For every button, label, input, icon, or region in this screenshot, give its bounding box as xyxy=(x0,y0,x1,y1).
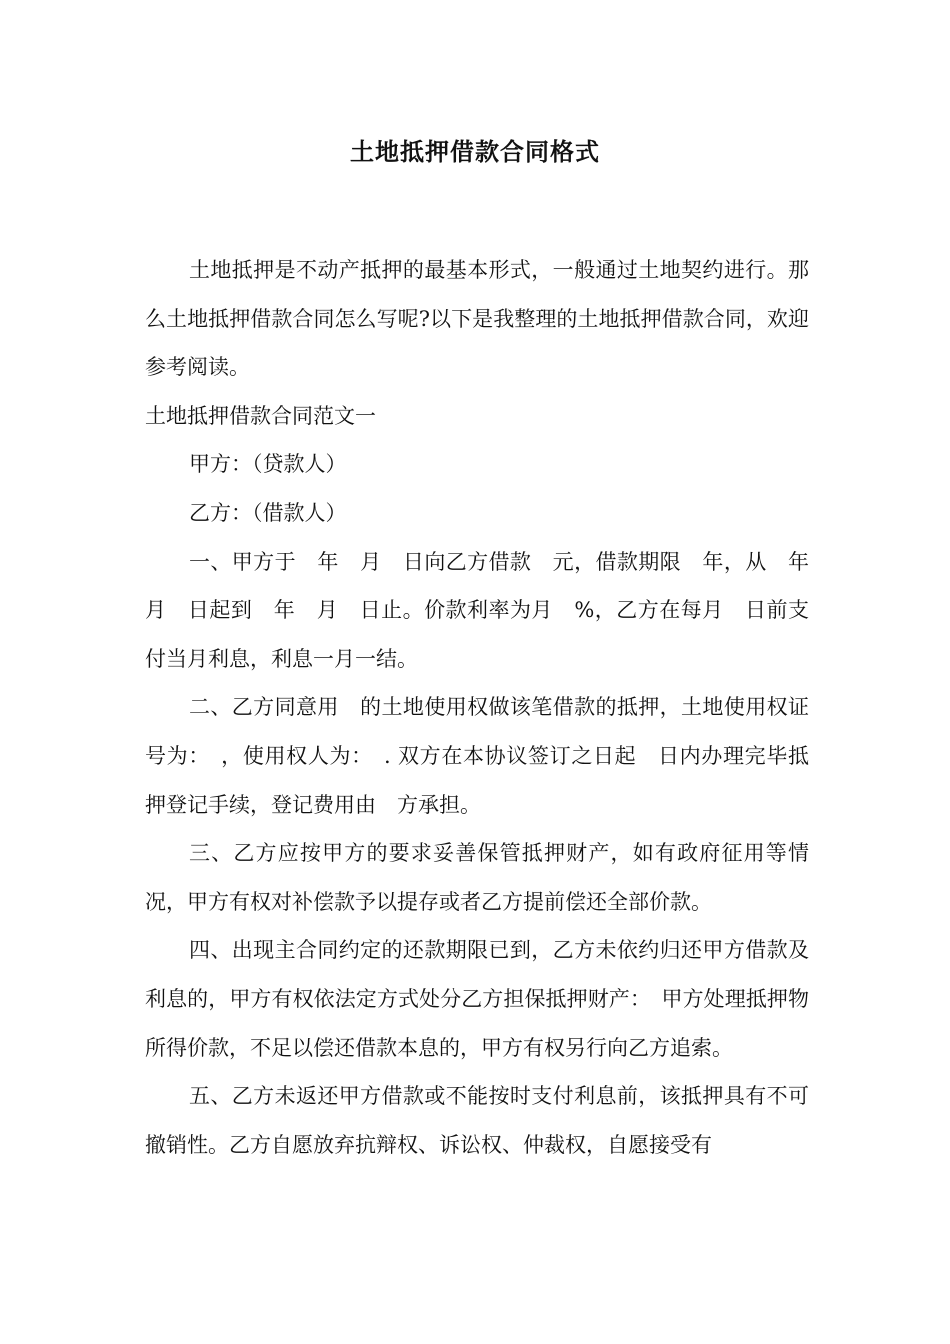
clause-four: 四、出现主合同约定的还款期限已到，乙方未依约归还甲方借款及利息的，甲方有权依法定方式处分乙方担保抵押财产： 甲方处理抵押物所得价款，不足以偿还借款本息的，甲方有权另行向乙方追索。 xyxy=(145,938,809,1060)
clause-five: 五、乙方未返还甲方借款或不能按时支付利息前，该抵押具有不可撤销性。乙方自愿放弃抗辩权、诉讼权、仲裁权，自愿接受有 xyxy=(145,1084,809,1157)
party-a-line: 甲方：（贷款人） xyxy=(189,452,347,477)
section-heading-sample-one: 土地抵押借款合同范文一 xyxy=(145,403,376,428)
page-title: 土地抵押借款合同格式 xyxy=(350,138,600,166)
party-b-line: 乙方：（借款人） xyxy=(189,500,347,525)
paragraph-intro: 土地抵押是不动产抵押的最基本形式，一般通过土地契约进行。那么土地抵押借款合同怎么写呢?以下是我整理的土地抵押借款合同，欢迎参考阅读。 xyxy=(145,258,809,380)
clause-two: 二、乙方同意用 的土地使用权做该笔借款的抵押，土地使用权证号为： ，使用权人为： . 双方在本协议签订之日起 日内办理完毕抵押登记手续，登记费用由 方承担。 xyxy=(145,695,809,817)
clause-one: 一、甲方于 年 月 日向乙方借款 元，借款期限 年，从 年 月 日起到 年 月 日止。价款利率为月 %，乙方在每月 日前支付当月利息，利息一月一结。 xyxy=(145,549,830,671)
clause-three: 三、乙方应按甲方的要求妥善保管抵押财产，如有政府征用等情况，甲方有权对补偿款予以提存或者乙方提前偿还全部价款。 xyxy=(145,841,809,914)
document-body xyxy=(145,246,830,1169)
